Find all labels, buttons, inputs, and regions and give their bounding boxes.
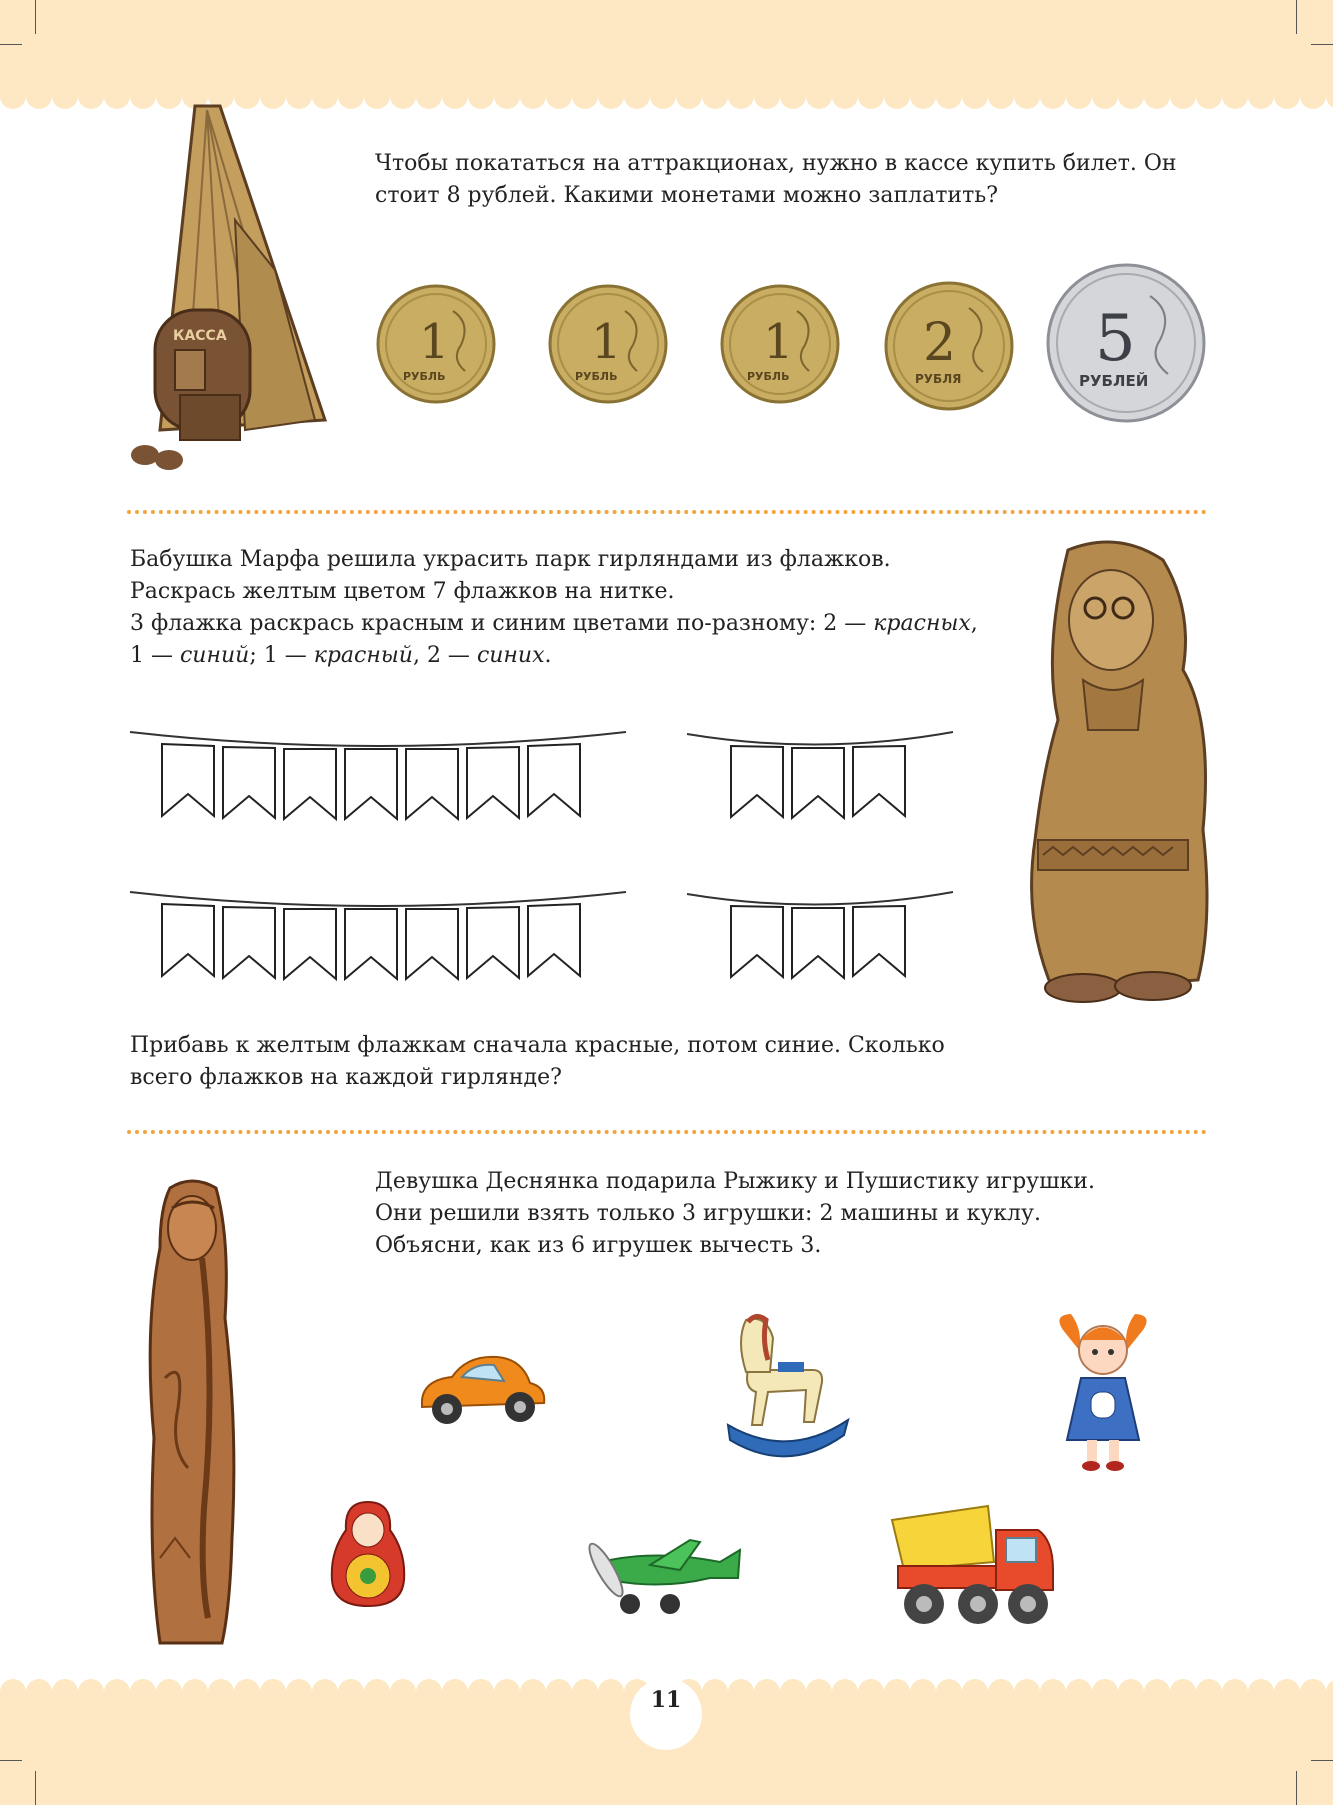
task2-question [130,1030,945,1094]
garland-flags [162,744,580,819]
svg-text:2: 2 [923,313,957,373]
task2-line: 1 — синий; 1 — красный, 2 — синих. [130,643,552,668]
flag[interactable] [345,909,397,979]
task2-line: Раскрась желтым цветом 7 флажков на нитке. [130,579,675,604]
task2-line: Бабушка Марфа решила украсить парк гирляндами из флажков. [130,547,891,572]
coin-2-rublya [883,280,1015,412]
garland-3-flags [685,884,955,984]
flag[interactable] [345,749,397,819]
babushka-marfa-statue [1013,540,1218,1010]
svg-text:1: 1 [591,314,622,370]
desnyanka-wooden-statue [130,1178,255,1648]
flag[interactable] [284,749,336,819]
task1-line: Чтобы покататься на аттракционах, нужно в кассе купить билет. Он [375,151,1177,176]
flag[interactable] [853,906,905,976]
crop-mark [0,1760,22,1761]
toy-doll[interactable] [1053,1310,1153,1475]
toy-rocking-horse[interactable] [718,1310,858,1470]
crop-mark [0,44,22,45]
flag[interactable] [731,906,783,977]
crop-mark [35,1771,36,1805]
crop-mark [1296,0,1297,34]
flag[interactable] [528,904,580,976]
task3-line: Объясни, как из 6 игрушек вычесть 3. [375,1233,822,1258]
crop-mark [1311,44,1333,45]
svg-text:1: 1 [763,314,794,370]
flag[interactable] [162,744,214,816]
garland-7-flags [128,884,628,984]
flag[interactable] [853,746,905,816]
task3-line: Они решили взять только 3 игрушки: 2 машины и куклу. [375,1201,1041,1226]
coin-1-rubl [719,283,841,405]
flag[interactable] [731,746,783,817]
task1-text [375,148,1177,212]
garland-3-flags [685,724,955,824]
crop-mark [35,0,36,34]
toy-matryoshka[interactable] [328,1500,408,1610]
flag[interactable] [406,909,458,979]
flag[interactable] [223,747,275,818]
flag[interactable] [223,907,275,978]
svg-text:РУБЛЬ: РУБЛЬ [575,370,618,383]
crop-mark [1296,1771,1297,1805]
task3-text [375,1166,1095,1262]
flag[interactable] [162,904,214,976]
svg-text:5: 5 [1095,302,1136,376]
page-number: 11 [630,1678,702,1750]
svg-text:РУБЛЯ: РУБЛЯ [915,372,962,386]
flag[interactable] [467,907,519,978]
toy-green-plane[interactable] [580,1520,745,1620]
svg-text:1: 1 [419,314,450,370]
toy-dump-truck[interactable] [888,1500,1058,1635]
kassa-sign: КАССА [173,328,227,344]
header-band [0,0,1333,96]
coin-1-rubl [375,283,497,405]
coin-5-rubley [1045,262,1207,424]
flag[interactable] [792,908,844,978]
task3-line: Девушка Деснянка подарила Рыжику и Пушистику игрушки. [375,1169,1095,1194]
task2-question-line: Прибавь к желтым флажкам сначала красные, потом синие. Сколько [130,1033,945,1058]
flag[interactable] [467,747,519,818]
flag[interactable] [284,909,336,979]
flag[interactable] [406,749,458,819]
flag[interactable] [792,748,844,818]
task2-question-line: всего флажков на каждой гирлянде? [130,1065,562,1090]
svg-text:РУБЛЬ: РУБЛЬ [403,370,446,383]
garland-7-flags [128,724,628,824]
coin-1-rubl [547,283,669,405]
task2-line: 3 флажка раскрась красным и синим цветами по-разному: 2 — красных, [130,611,978,636]
section-divider [127,1130,1207,1134]
task2-text [130,544,978,672]
toy-orange-car[interactable] [412,1345,552,1435]
svg-text:РУБЛЕЙ: РУБЛЕЙ [1079,372,1149,390]
section-divider [127,510,1207,514]
svg-text:РУБЛЬ: РУБЛЬ [747,370,790,383]
task1-line: стоит 8 рублей. Какими монетами можно заплатить? [375,183,999,208]
ticket-booth-illustration [125,100,335,472]
flag[interactable] [528,744,580,816]
crop-mark [1311,1760,1333,1761]
